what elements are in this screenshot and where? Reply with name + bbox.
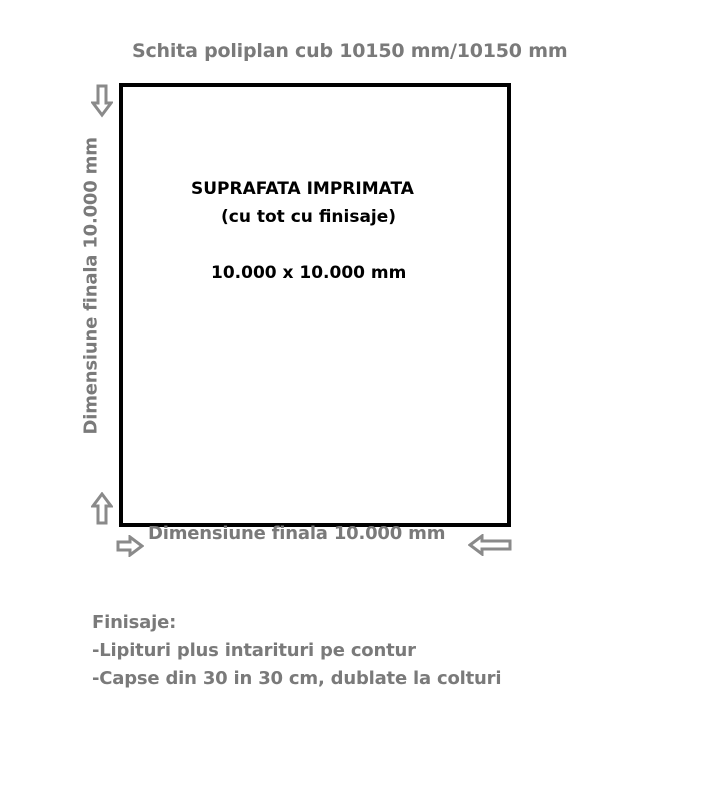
surface-size: 10.000 x 10.000 mm (211, 263, 407, 283)
dimension-bottom-label: Dimensiune finala 10.000 mm (148, 523, 446, 544)
finishing-notes (92, 609, 501, 693)
arrow-right-icon (116, 535, 144, 557)
arrow-left-icon (468, 534, 512, 556)
drawing-title: Schita poliplan cub 10150 mm/10150 mm (132, 40, 568, 62)
printed-surface-frame (119, 83, 511, 527)
arrow-down-icon (91, 84, 113, 118)
dimension-left-label: Dimensiune finala 10.000 mm (80, 137, 102, 435)
notes-item: -Capse din 30 in 30 cm, dublate la colturi (92, 668, 502, 689)
notes-item: -Lipituri plus intarituri pe contur (92, 640, 416, 661)
notes-heading: Finisaje: (92, 612, 177, 633)
surface-label: SUPRAFATA IMPRIMATA (191, 179, 414, 199)
surface-sublabel: (cu tot cu finisaje) (221, 207, 397, 227)
arrow-up-icon (91, 492, 113, 526)
